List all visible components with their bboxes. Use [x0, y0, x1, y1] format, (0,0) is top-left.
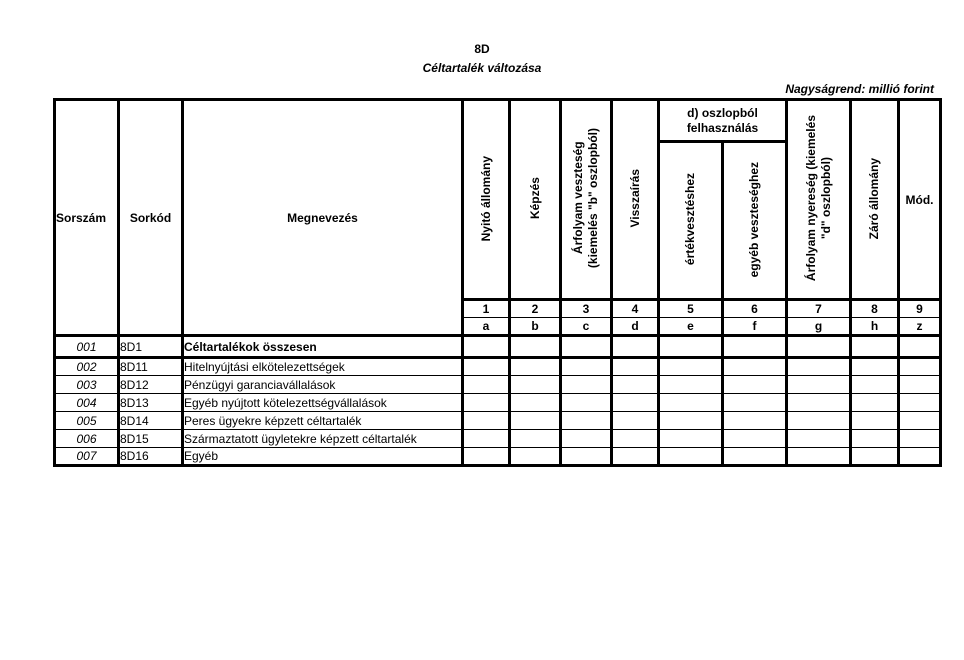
- data-cell[interactable]: [851, 394, 899, 412]
- data-cell[interactable]: [723, 448, 787, 466]
- col-letter: f: [723, 318, 787, 336]
- data-cell[interactable]: [723, 430, 787, 448]
- data-cell[interactable]: [787, 358, 851, 376]
- form-code: 8D: [474, 42, 490, 56]
- col-letter: a: [463, 318, 510, 336]
- data-cell[interactable]: [787, 394, 851, 412]
- provision-table: [53, 98, 942, 467]
- col-header-6-text: egyéb veszteséghez: [747, 161, 761, 278]
- data-cell[interactable]: [851, 376, 899, 394]
- row-name: Egyéb: [183, 448, 463, 466]
- data-cell[interactable]: [612, 448, 659, 466]
- col-number: 9: [899, 300, 941, 318]
- data-cell[interactable]: [463, 412, 510, 430]
- data-cell[interactable]: [561, 336, 612, 358]
- col-number: 2: [510, 300, 561, 318]
- row-code: 8D11: [119, 358, 183, 376]
- table-row: [55, 430, 941, 448]
- table-row: [55, 448, 941, 466]
- data-cell[interactable]: [723, 394, 787, 412]
- col-number: 8: [851, 300, 899, 318]
- col-header-3: [561, 100, 612, 300]
- col-header-7-text: Árfolyam nyereség (kiemelés "d" oszlopból): [803, 115, 833, 282]
- data-cell[interactable]: [463, 336, 510, 358]
- data-cell[interactable]: [463, 376, 510, 394]
- data-cell[interactable]: [787, 412, 851, 430]
- col-number: 5: [659, 300, 723, 318]
- row-code: 8D1: [119, 336, 183, 358]
- col-header-7: [787, 100, 851, 300]
- data-cell[interactable]: [851, 358, 899, 376]
- col-number: 1: [463, 300, 510, 318]
- data-cell[interactable]: [723, 336, 787, 358]
- col-header-2: [510, 100, 561, 300]
- col-header-8-text: Záró állomány: [867, 157, 881, 240]
- col-header-1-text: Nyitó állomány: [478, 155, 493, 242]
- data-cell[interactable]: [612, 412, 659, 430]
- col-header-6: [723, 142, 787, 300]
- data-cell[interactable]: [899, 394, 941, 412]
- unit-label: Nagyságrend: millió forint: [785, 82, 934, 96]
- row-name: Hitelnyújtási elkötelezettségek: [183, 358, 463, 376]
- data-cell[interactable]: [659, 394, 723, 412]
- data-cell[interactable]: [851, 336, 899, 358]
- data-cell[interactable]: [510, 336, 561, 358]
- col-letter: b: [510, 318, 561, 336]
- data-cell[interactable]: [723, 412, 787, 430]
- row-number: 002: [55, 358, 119, 376]
- data-cell[interactable]: [561, 376, 612, 394]
- data-cell[interactable]: [561, 430, 612, 448]
- data-cell[interactable]: [463, 394, 510, 412]
- data-cell[interactable]: [659, 430, 723, 448]
- data-cell[interactable]: [463, 448, 510, 466]
- row-code: 8D15: [119, 430, 183, 448]
- data-cell[interactable]: [561, 358, 612, 376]
- row-number: 007: [55, 448, 119, 466]
- col-letter: d: [612, 318, 659, 336]
- data-cell[interactable]: [463, 430, 510, 448]
- data-cell[interactable]: [510, 412, 561, 430]
- col-header-sorszam: Sorszám: [55, 100, 119, 336]
- data-cell[interactable]: [851, 412, 899, 430]
- data-cell[interactable]: [899, 336, 941, 358]
- form-title: Céltartalék változása: [422, 61, 542, 75]
- col-header-3-text: Árfolyam veszteség (kiemelés "b" oszlopból): [571, 128, 600, 269]
- data-cell[interactable]: [787, 448, 851, 466]
- col-letter: z: [899, 318, 941, 336]
- col-header-9: Mód.: [899, 100, 941, 300]
- col-header-sorkod: Sorkód: [119, 100, 183, 336]
- col-header-4-text: Visszaírás: [627, 169, 642, 228]
- data-cell[interactable]: [612, 430, 659, 448]
- row-number: 003: [55, 376, 119, 394]
- data-cell[interactable]: [612, 358, 659, 376]
- row-number: 004: [55, 394, 119, 412]
- row-name: Peres ügyekre képzett céltartalék: [183, 412, 463, 430]
- col-header-megnevezes: Megnevezés: [183, 100, 463, 336]
- data-cell[interactable]: [510, 376, 561, 394]
- table-row: [55, 394, 941, 412]
- data-cell[interactable]: [787, 430, 851, 448]
- data-cell[interactable]: [659, 376, 723, 394]
- data-cell[interactable]: [510, 448, 561, 466]
- col-letter: g: [787, 318, 851, 336]
- data-cell[interactable]: [463, 358, 510, 376]
- data-cell[interactable]: [659, 448, 723, 466]
- col-letter: h: [851, 318, 899, 336]
- col-number: 4: [612, 300, 659, 318]
- data-cell[interactable]: [899, 448, 941, 466]
- col-letter: c: [561, 318, 612, 336]
- row-number: 005: [55, 412, 119, 430]
- col-header-1: [463, 100, 510, 300]
- data-cell[interactable]: [899, 358, 941, 376]
- data-cell[interactable]: [510, 358, 561, 376]
- col-header-2-text: Képzés: [527, 177, 542, 220]
- row-name: Egyéb nyújtott kötelezettségvállalások: [183, 394, 463, 412]
- col-letter: e: [659, 318, 723, 336]
- table-row: [55, 358, 941, 376]
- data-cell[interactable]: [899, 376, 941, 394]
- data-cell[interactable]: [899, 412, 941, 430]
- row-name: Pénzügyi garanciavállalások: [183, 376, 463, 394]
- row-number: 006: [55, 430, 119, 448]
- row-number: 001: [55, 336, 119, 358]
- data-cell[interactable]: [659, 336, 723, 358]
- data-cell[interactable]: [659, 412, 723, 430]
- data-cell[interactable]: [612, 376, 659, 394]
- row-name: Céltartalékok összesen: [183, 336, 463, 358]
- data-cell[interactable]: [612, 394, 659, 412]
- col-header-4: [612, 100, 659, 300]
- table-row: [55, 376, 941, 394]
- data-cell[interactable]: [659, 358, 723, 376]
- row-code: 8D14: [119, 412, 183, 430]
- data-cell[interactable]: [561, 394, 612, 412]
- data-cell[interactable]: [787, 336, 851, 358]
- data-cell[interactable]: [851, 448, 899, 466]
- col-header-5: [659, 142, 723, 300]
- data-cell[interactable]: [612, 336, 659, 358]
- col-number: 7: [787, 300, 851, 318]
- row-code: 8D12: [119, 376, 183, 394]
- data-cell[interactable]: [899, 430, 941, 448]
- data-cell[interactable]: [561, 412, 612, 430]
- table-row: [55, 336, 941, 358]
- data-cell[interactable]: [510, 394, 561, 412]
- col-number: 6: [723, 300, 787, 318]
- table-row: [55, 412, 941, 430]
- col-number: 3: [561, 300, 612, 318]
- data-cell[interactable]: [510, 430, 561, 448]
- col-header-5-text: értékvesztéshez: [683, 173, 697, 266]
- row-code: 8D13: [119, 394, 183, 412]
- data-cell[interactable]: [851, 430, 899, 448]
- data-cell[interactable]: [723, 376, 787, 394]
- data-cell[interactable]: [787, 376, 851, 394]
- data-cell[interactable]: [723, 358, 787, 376]
- row-name: Származtatott ügyletekre képzett céltartalék: [183, 430, 463, 448]
- col-header-8: [851, 100, 899, 300]
- data-cell[interactable]: [561, 448, 612, 466]
- row-code: 8D16: [119, 448, 183, 466]
- col-group-d: d) oszlopból felhasználás: [659, 100, 787, 142]
